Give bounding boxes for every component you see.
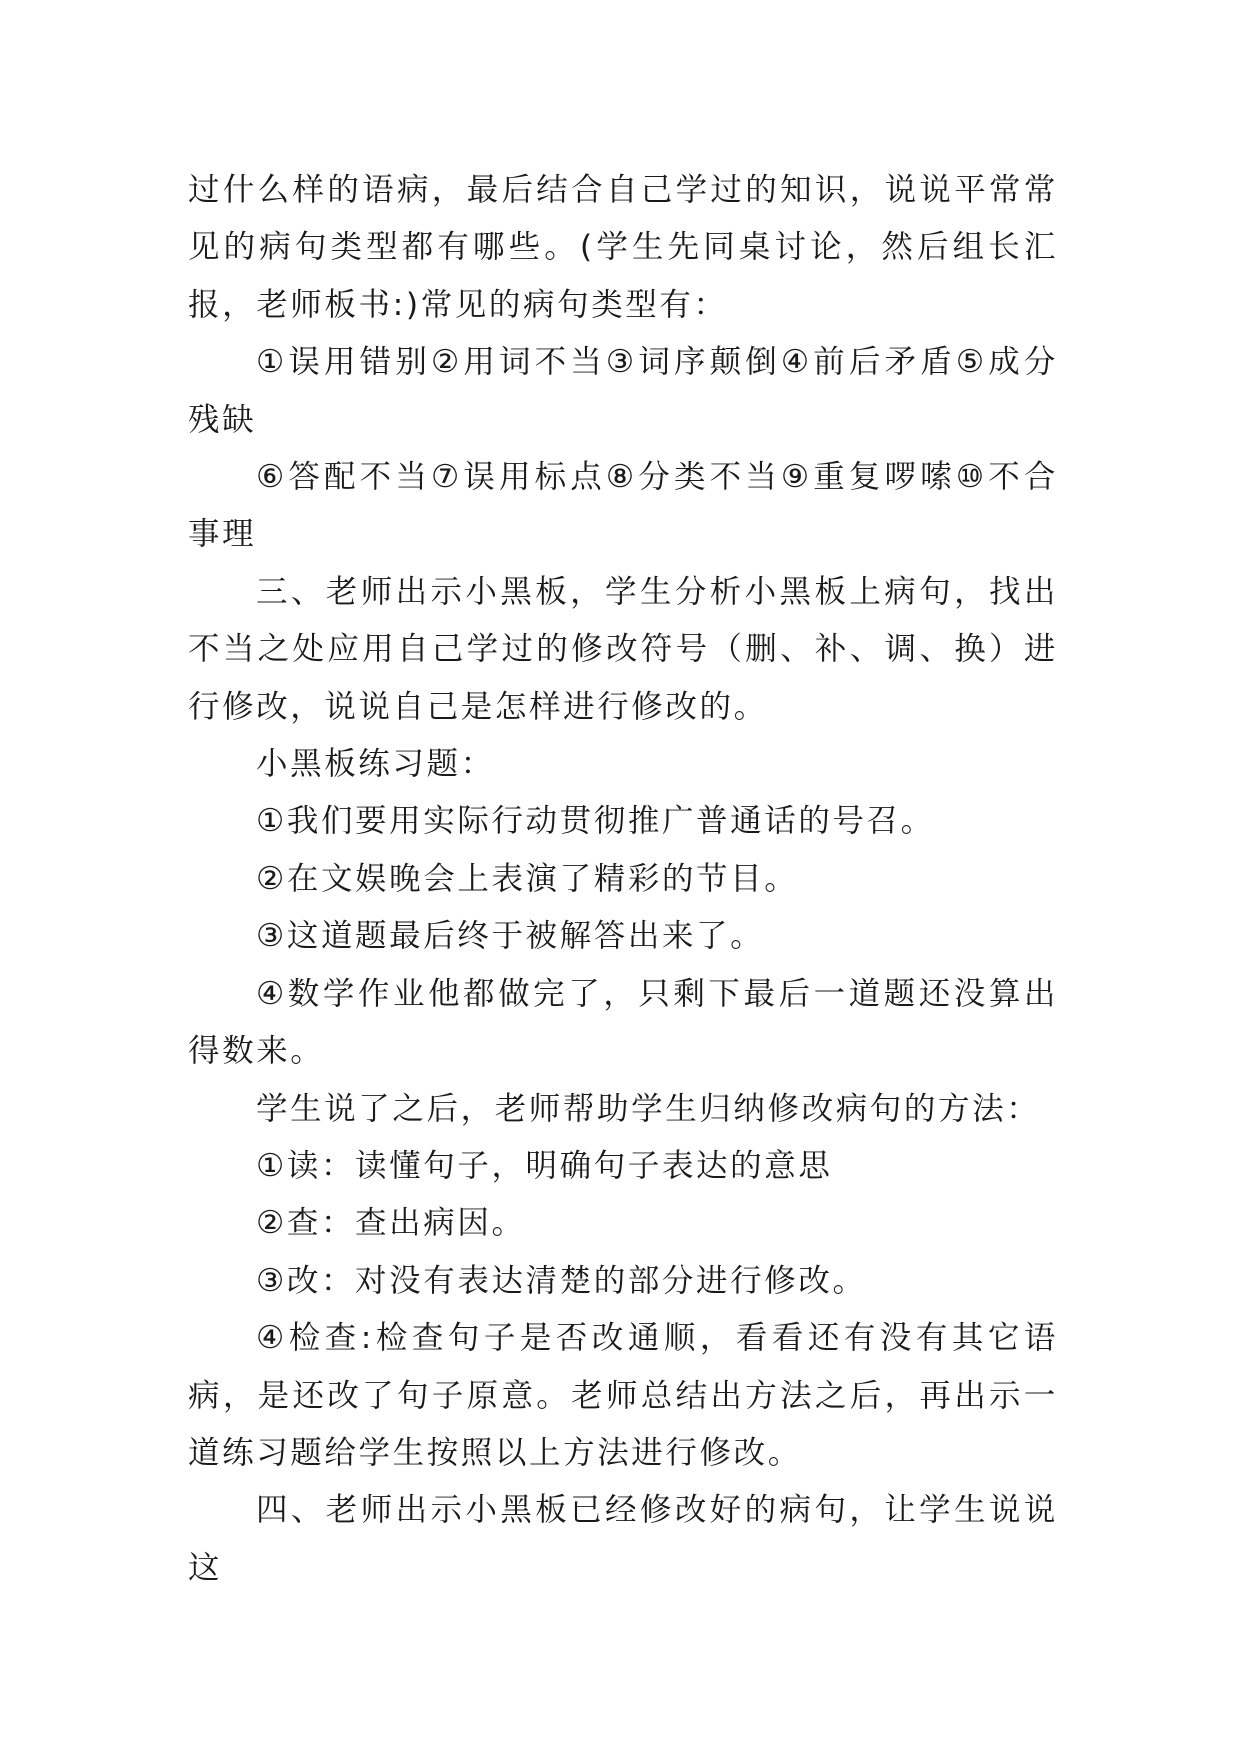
paragraph-method-read: ①读：读懂句子，明确句子表达的意思 <box>256 1147 833 1184</box>
paragraph-error-types-2: ⑥答配不当⑦误用标点⑧分类不当⑨重复啰嗦⑩不合事理 <box>188 459 1058 553</box>
paragraph-exercise-3: ③这道题最后终于被解答出来了。 <box>256 918 765 955</box>
paragraph-exercise-1: ①我们要用实际行动贯彻推广普通话的号召。 <box>256 803 935 840</box>
paragraph-error-types-1: ①误用错别②用词不当③词序颠倒④前后矛盾⑤成分残缺 <box>188 344 1058 438</box>
document-body <box>188 162 1058 1597</box>
paragraph-exercise-4: ④数学作业他都做完了，只剩下最后一道题还没算出得数来。 <box>188 975 1058 1070</box>
paragraph-method-revise: ③改：对没有表达清楚的部分进行修改。 <box>256 1262 867 1299</box>
paragraph-method-check: ②查：查出病因。 <box>256 1205 526 1242</box>
paragraph-step-three: 三、老师出示小黑板，学生分析小黑板上病句，找出不当之处应用自己学过的修改符号（删、补、调、换）进行修改，说说自己是怎样进行修改的。 <box>188 573 1058 725</box>
paragraph-method-intro: 学生说了之后，老师帮助学生归纳修改病句的方法： <box>256 1090 1041 1127</box>
paragraph-exercise-2: ②在文娱晚会上表演了精彩的节目。 <box>256 860 799 897</box>
paragraph-step-four: 四、老师出示小黑板已经修改好的病句，让学生说说这 <box>188 1492 1058 1586</box>
paragraph-continuation: 过什么样的语病，最后结合自己学过的知识，说说平常常见的病句类型都有哪些。(学生先同桌讨论，然后组长汇报，老师板书:)常见的病句类型有： <box>188 172 1058 323</box>
paragraph-method-review: ④检查:检查句子是否改通顺，看看还有没有其它语病，是还改了句子原意。老师总结出方法之后，再出示一道练习题给学生按照以上方法进行修改。 <box>188 1320 1058 1471</box>
paragraph-exercise-heading: 小黑板练习题： <box>256 746 495 783</box>
